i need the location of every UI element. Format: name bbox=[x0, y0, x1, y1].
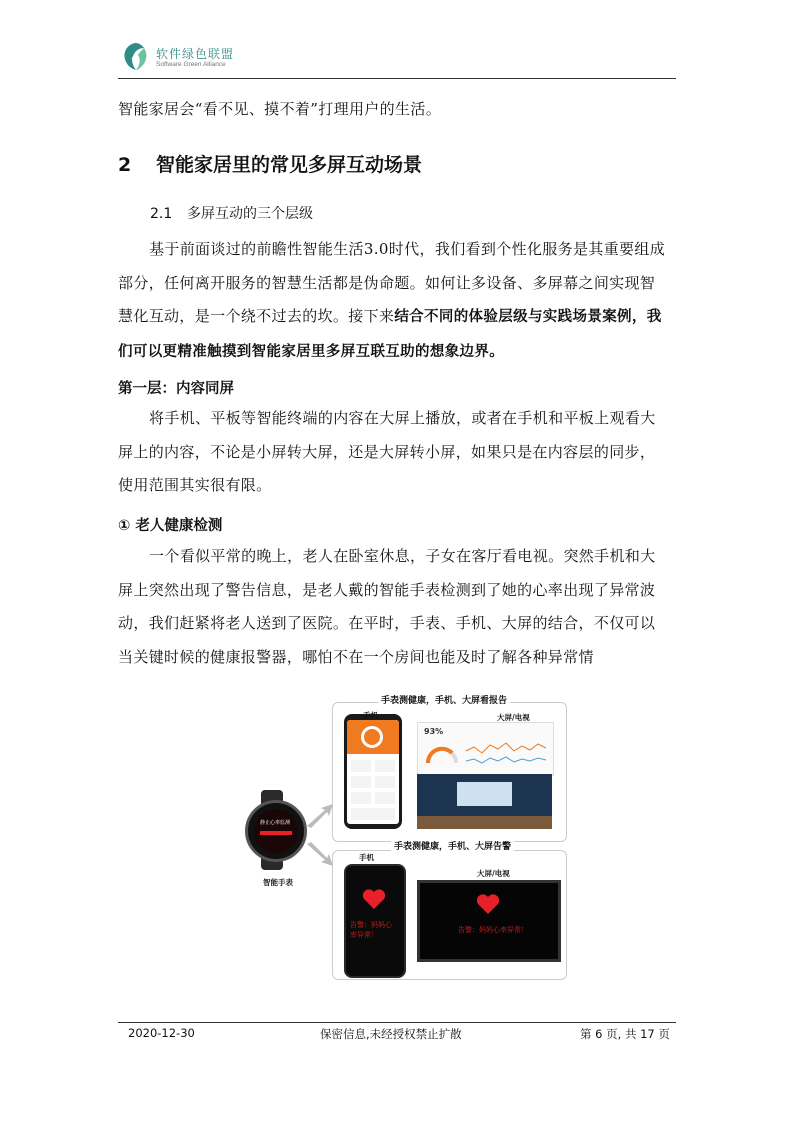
watch-screen-text: 静止心率监测 bbox=[260, 820, 291, 826]
bottom-tv-label: 大屏/电视 bbox=[477, 869, 510, 878]
paragraph-1-bold: 结合不同的体验层级与实践场景案例，我们可以更精准触摸到智能家居里多屏互联互助的想象边界。 bbox=[118, 309, 662, 360]
report-phone bbox=[344, 714, 402, 829]
intro-line: 智能家居会“看不见、摸不着”打理用户的生活。 bbox=[118, 100, 442, 118]
brand-name-en: Software Green Alliance bbox=[156, 61, 226, 68]
paragraph-2-text: 将手机、平板等智能终端的内容在大屏上播放，或者在手机和平板上观看大屏上的内容，不论是小屏转大屏，还是大屏转小屏，如果只是在内容层的同步，使用范围其实很有限。 bbox=[118, 409, 656, 494]
phone-alert-text: 告警：妈妈心率异常！ bbox=[350, 921, 392, 939]
watch-label: 智能手表 bbox=[263, 878, 293, 887]
paragraph-3 bbox=[118, 540, 668, 674]
section-title: 智能家居里的常见多屏互动场景 bbox=[156, 154, 423, 176]
brand-name-cn: 软件绿色联盟 bbox=[156, 47, 235, 61]
top-phone-label: 手机 bbox=[363, 711, 378, 720]
paragraph-1-text bbox=[118, 233, 668, 369]
arrow-down-right-icon bbox=[305, 840, 335, 870]
tv-alert-text: 告警：妈妈心率异常！ bbox=[458, 926, 528, 934]
trend-chart-icon bbox=[464, 731, 548, 771]
tv-stand bbox=[457, 959, 517, 962]
case1-heading: ① 老人健康检测 bbox=[118, 518, 223, 534]
subsection-number: 2.1 bbox=[150, 206, 173, 222]
subsection-title: 多屏互动的三个层级 bbox=[187, 206, 313, 222]
report-card bbox=[351, 792, 371, 804]
section-number: 2 bbox=[118, 154, 132, 176]
alert-phone bbox=[344, 864, 406, 978]
report-phone-screen bbox=[347, 720, 399, 824]
alert-tv bbox=[417, 880, 561, 962]
tv-room-photo bbox=[417, 774, 552, 829]
top-tv-label: 大屏/电视 bbox=[497, 713, 530, 722]
footer-date: 2020-12-30 bbox=[128, 1026, 195, 1040]
layer1-heading: 第一层：内容同屏 bbox=[118, 381, 234, 397]
report-card bbox=[351, 808, 395, 820]
tv-room-screen bbox=[457, 782, 512, 806]
section-heading bbox=[118, 150, 422, 177]
paragraph-3-text: 一个看似平常的晚上，老人在卧室休息，子女在客厅看电视。突然手机和大屏上突然出现了警告信息，是老人戴的智能手表检测到了她的心率出现了异常波动，我们赶紧将老人送到了医院。在平时，手表、手机、大屏的结合，不仅可以当关键时候的健康报警器，哪怕不在一个房间也能及时了解各种异常情 bbox=[118, 547, 656, 666]
smart-watch bbox=[245, 800, 307, 862]
paragraph-2 bbox=[118, 402, 668, 503]
health-ring-icon bbox=[361, 726, 383, 748]
paragraph-1-plain: 基于前面谈过的前瞻性智能生活3.0时代，我们看到个性化服务是其重要组成部分，任何离开服务的智慧生活都是伪命题。如何让多设备、多屏幕之间实现智慧化互动，是一个绕不过去的坎。接下来 bbox=[118, 240, 666, 325]
heart-icon bbox=[476, 893, 500, 915]
brand-logo bbox=[118, 40, 238, 76]
arrow-up-right-icon bbox=[305, 800, 335, 830]
footer-confidential: 保密信息,未经授权禁止扩散 bbox=[320, 1027, 462, 1041]
subsection-heading bbox=[150, 203, 313, 223]
report-card bbox=[375, 760, 395, 772]
footer-divider bbox=[118, 1022, 676, 1023]
figure-bottom-caption: 手表测健康，手机、大屏告警 bbox=[391, 839, 514, 852]
heart-icon bbox=[362, 888, 386, 910]
tv-room-cabinet bbox=[417, 816, 552, 829]
header-divider bbox=[118, 78, 676, 79]
leaf-logo-icon bbox=[118, 40, 152, 74]
report-card bbox=[375, 792, 395, 804]
watch-heart-bar bbox=[260, 831, 292, 835]
gauge-icon bbox=[424, 739, 460, 769]
report-card bbox=[351, 776, 371, 788]
tv-report-screen bbox=[417, 722, 554, 776]
paragraph-1 bbox=[118, 233, 668, 369]
figure-top-caption: 手表测健康，手机、大屏看报告 bbox=[378, 693, 510, 706]
intro-paragraph bbox=[118, 93, 668, 127]
footer-page-number: 第 6 页, 共 17 页 bbox=[580, 1027, 670, 1041]
figure bbox=[245, 690, 575, 980]
report-card bbox=[351, 760, 371, 772]
watch-screen bbox=[254, 809, 298, 853]
report-card bbox=[375, 776, 395, 788]
bottom-phone-label: 手机 bbox=[359, 853, 374, 862]
report-percent: 93% bbox=[424, 727, 444, 736]
